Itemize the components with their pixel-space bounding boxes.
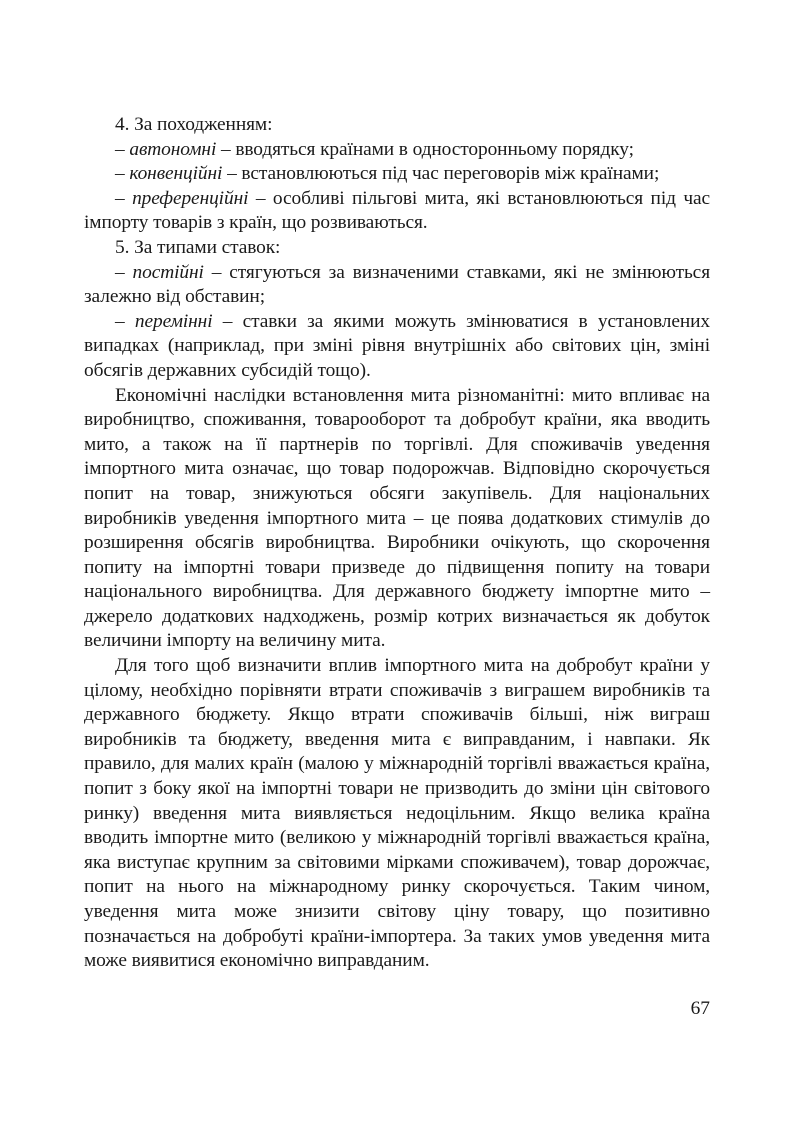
list-rates-heading: 5. За типами ставок:	[115, 236, 281, 258]
term: постійні	[132, 261, 204, 283]
term: автономні	[129, 138, 217, 160]
paragraph-economic-effects: Економічні наслідки встановлення мита різноманітні: мито впливає на виробництво, споживання, товарооборот та добробут країни, яка вводить мито, а також на її партнерів по торгівлі. Для споживачів уведення імпортного мита означає, що товар подорожчав. Відповідно скорочується попит на товар, знижуються обсяги закупівель. Для національних виробників уведення імпортного мита – це поява додаткових стимулів до розширення обсягів виробництва. Виробники очікують, що скорочення попиту на імпортні товари призведе до підвищення попиту на товари національного виробництва. Для державного бюджету імпортне мито – джерело додаткових надходжень, розмір котрих визначається як добуток величини імпорту на величину мита.	[84, 384, 710, 652]
list-item: – перемінні – ставки за якими можуть змінюватися в установлених випадках (наприклад, при зміні рівня внутрішніх або світових цін, зміні обсягів державних субсидій тощо).	[84, 310, 710, 381]
list-item: – автономні – вводяться країнами в односторонньому порядку;	[115, 138, 634, 160]
paragraph-welfare-impact: Для того щоб визначити вплив імпортного мита на добробут країни у цілому, необхідно порівняти втрати споживачів з виграшем виробників та державного бюджету. Якщо втрати споживачів більші, ніж виграш виробників та бюджету, введення мита є виправданим, і навпаки. Як правило, для малих країн (малою у міжнародній торгівлі вважається країна, попит з боку якої на імпортні товари не призводить до зміни цін світового ринку) введення мита виявляється недоцільним. Якщо велика країна вводить імпортне мито (великою у міжнародній торгівлі вважається країна, яка виступає крупним за світовими мірками споживачем), товар дорожчає, попит на нього на міжнародному ринку скорочується. Таким чином, уведення мита може знизити світову ціну товару, що позитивно позначається на добробуті країни-імпортера. За таких умов уведення мита може виявитися економічно виправданим.	[84, 655, 710, 972]
page-body	[84, 113, 710, 974]
page-number: 67	[690, 998, 710, 1019]
term: конвенційні	[129, 163, 223, 185]
term: преференційні	[132, 187, 249, 209]
list-item: – преференційні – особливі пільгові мита, які встановлюються під час імпорту товарів з країн, що розвиваються.	[84, 187, 711, 234]
list-origin-heading: 4. За походженням:	[115, 114, 273, 135]
list-item: – постійні – стягуються за визначеними ставками, які не змінюються залежно від обставин;	[84, 261, 711, 308]
list-item: – конвенційні – встановлюються під час переговорів між країнами;	[115, 163, 660, 185]
term: перемінні	[134, 310, 213, 332]
